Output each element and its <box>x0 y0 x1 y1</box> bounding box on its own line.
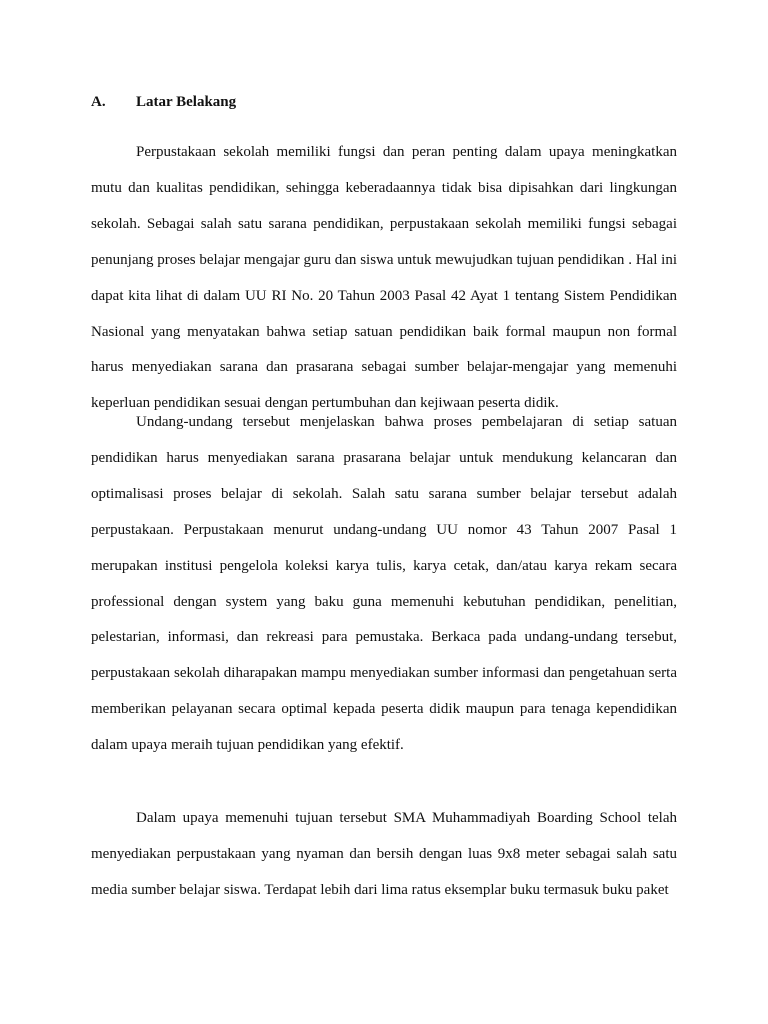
section-heading <box>91 92 236 112</box>
paragraph-3: Dalam upaya memenuhi tujuan tersebut SMA Muhammadiyah Boarding School telah menyediakan perpustakaan yang nyaman dan bersih dengan luas 9x8 meter sebagai salah satu media sumber belajar siswa. Terdapat lebih dari lima ratus eksemplar buku termasuk buku paket <box>91 810 677 898</box>
paragraph-2: Undang-undang tersebut menjelaskan bahwa proses pembelajaran di setiap satuan pendidikan harus menyediakan sarana prasarana belajar untuk mendukung kelancaran dan optimalisasi proses belajar di sekolah. Salah satu sarana sumber belajar tersebut adalah perpustakaan. Perpustakaan menurut undang-undang UU nomor 43 Tahun 2007 Pasal 1 merupakan institusi pengelola koleksi karya tulis, karya cetak, dan/atau karya rekam secara professional dengan system yang baku guna memenuhi kebutuhan pendidikan, penelitian, pelestarian, informasi, dan rekreasi para pemustaka. Berkaca pada undang-undang tersebut, perpustakaan sekolah diharapakan mampu menyediakan sumber informasi dan pengetahuan serta memberikan pelayanan secara optimal kepada peserta didik maupun para tenaga kependidikan dalam upaya meraih tujuan pendidikan yang efektif. <box>91 414 677 754</box>
section-title: Latar Belakang <box>136 94 237 110</box>
paragraph-1: Perpustakaan sekolah memiliki fungsi dan peran penting dalam upaya meningkatkan mutu dan kualitas pendidikan, sehingga keberadaannya tidak bisa dipisahkan dari lingkungan sekolah. Sebagai salah satu sarana pendidikan, perpustakaan sekolah memiliki fungsi sebagai penunjang proses belajar mengajar guru dan siswa untuk mewujudkan tujuan pendidikan . Hal ini dapat kita lihat di dalam UU RI No. 20 Tahun 2003 Pasal 42 Ayat 1 tentang Sistem Pendidikan Nasional yang menyatakan bahwa setiap satuan pendidikan baik formal maupun non formal harus menyediakan sarana dan prasarana sebagai sumber belajar-mengajar yang memenuhi keperluan pendidikan sesuai dengan pertumbuhan dan kejiwaan peserta didik. <box>91 144 677 412</box>
section-number: A. <box>91 94 106 110</box>
